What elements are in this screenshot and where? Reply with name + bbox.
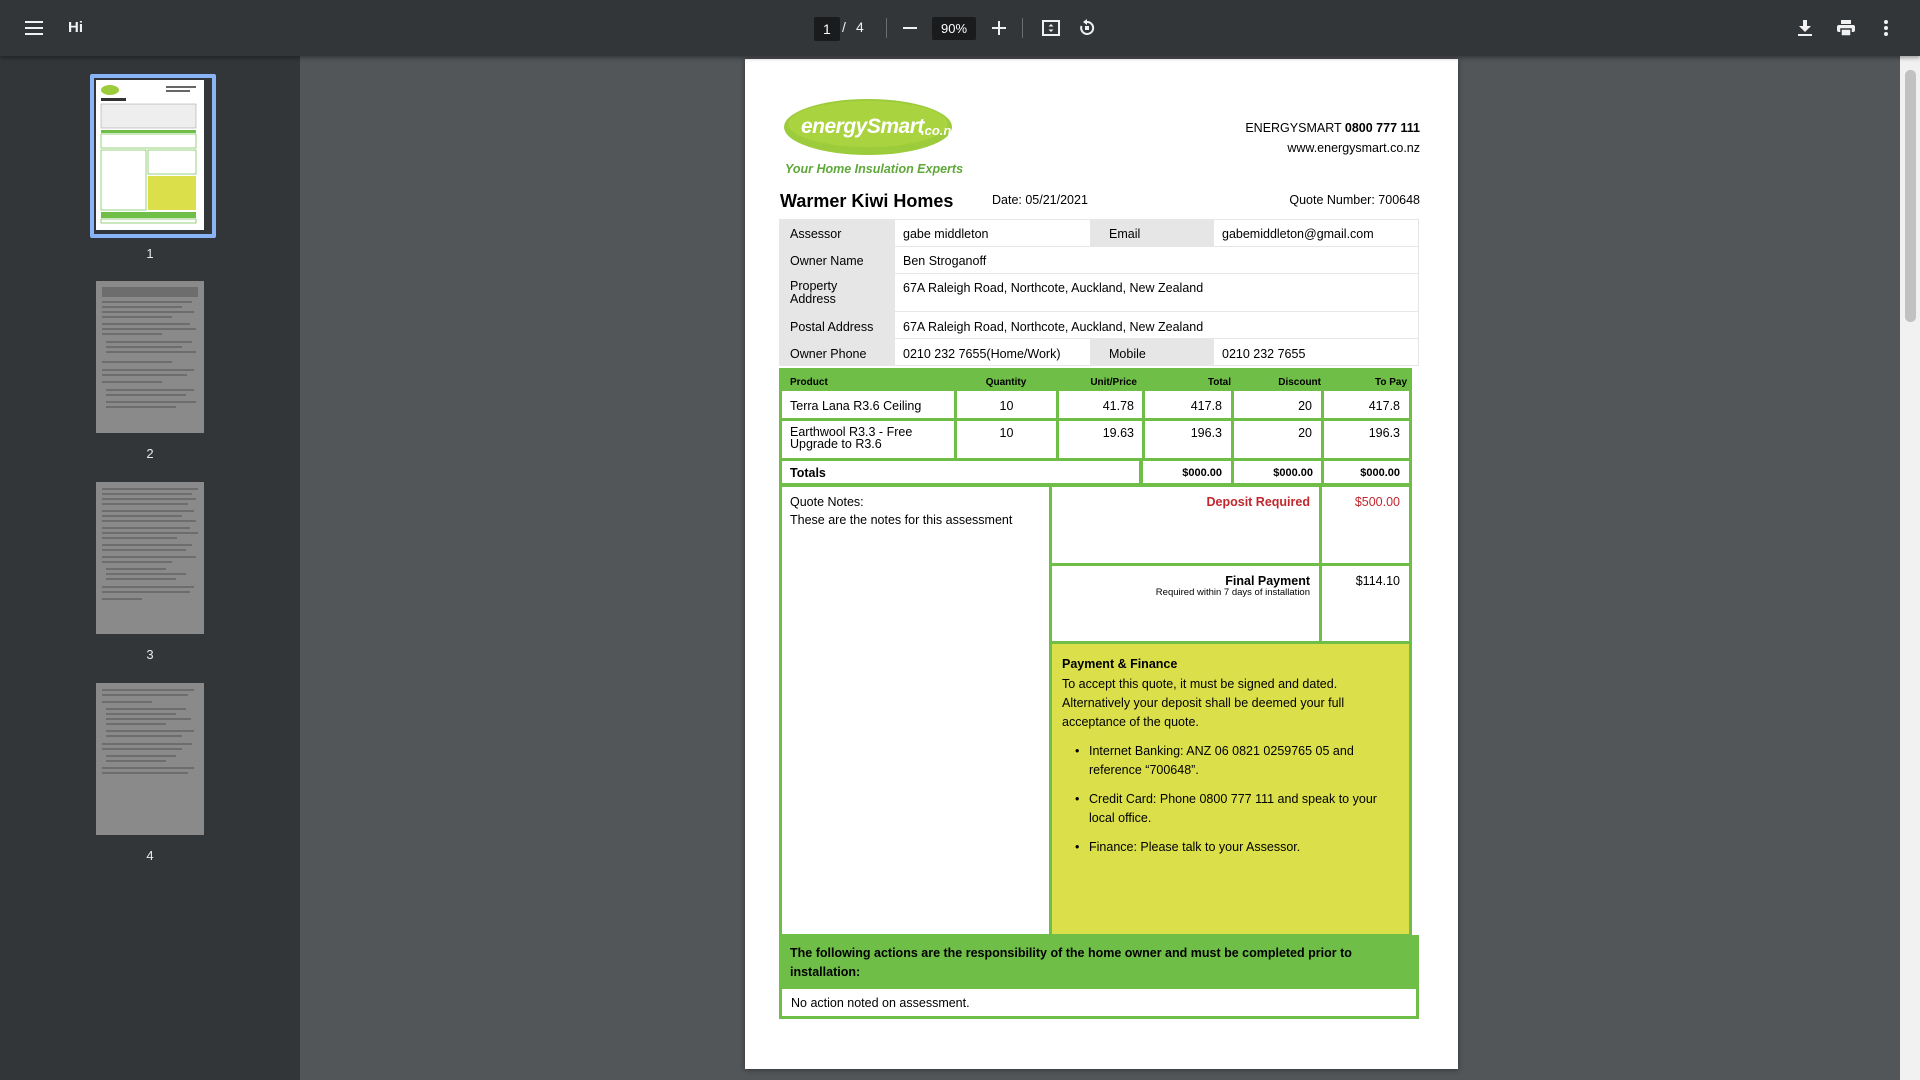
totals-total: $000.00 <box>1182 467 1222 479</box>
thumbnail-label: 1 <box>146 246 154 261</box>
page-separator: / <box>842 19 846 35</box>
owner-name-value: Ben Stroganoff <box>903 254 987 268</box>
thumbnail-label: 4 <box>146 848 154 863</box>
more-vert-icon[interactable] <box>1869 11 1903 45</box>
mobile-value: 0210 232 7655 <box>1222 347 1306 361</box>
thumbnail-page-4[interactable] <box>96 683 204 835</box>
pdf-page-1 <box>745 59 1458 1069</box>
assessor-value: gabe middleton <box>903 227 989 241</box>
col-header-total: Total <box>1207 377 1231 388</box>
company-phone: 0800 777 111 <box>1344 121 1420 135</box>
menu-icon[interactable] <box>17 11 51 45</box>
logo-wordmark: energySmart <box>801 115 924 138</box>
thumbnail-label: 2 <box>146 446 154 461</box>
deposit-value: $500.00 <box>1354 495 1400 509</box>
thumbnail-image <box>96 80 204 230</box>
company-contact <box>1240 121 1420 135</box>
product-to-pay: 196.3 <box>1368 426 1400 440</box>
product-name: Earthwool R3.3 - Free Upgrade to R3.6 <box>790 425 913 451</box>
payment-finance-intro: To accept this quote, it must be signed and dated. Alternatively your deposit shall be deemed your full acceptance of the quote. <box>1062 677 1345 729</box>
assessor-label: Assessor <box>790 227 842 241</box>
logo-suffix: .co.nz <box>921 123 958 138</box>
totals-row <box>782 461 1139 483</box>
zoom-in-icon[interactable] <box>982 11 1016 45</box>
quote-number: Quote Number: 700648 <box>1289 193 1420 207</box>
product-quantity: 10 <box>999 426 1014 440</box>
email-label: Email <box>1109 227 1141 241</box>
col-header-product: Product <box>790 377 828 388</box>
product-total: 417.8 <box>1190 399 1222 413</box>
download-icon[interactable] <box>1788 11 1822 45</box>
bullet-icon: • <box>1075 792 1080 806</box>
owner-phone-label: Owner Phone <box>790 347 867 361</box>
customer-title: Warmer Kiwi Homes <box>780 191 954 211</box>
property-address-value: 67A Raleigh Road, Northcote, Auckland, New Zealand <box>903 281 1204 295</box>
payment-option: Credit Card: Phone 0800 777 111 and speak to your local office. <box>1089 792 1377 825</box>
scrollbar-thumb[interactable] <box>1905 70 1916 322</box>
totals-label: Totals <box>790 466 826 480</box>
product-to-pay: 417.8 <box>1368 399 1400 413</box>
total-pages: 4 <box>856 19 864 35</box>
product-total: 196.3 <box>1190 426 1222 440</box>
actions-text: No action noted on assessment. <box>791 996 970 1010</box>
payment-option: Internet Banking: ANZ 06 0821 0259765 05 and reference “700648”. <box>1089 744 1354 777</box>
logo-tagline: Your Home Insulation Experts <box>785 162 964 176</box>
company-website: www.energysmart.co.nz <box>1287 141 1420 155</box>
zoom-out-icon[interactable] <box>893 11 927 45</box>
mobile-label: Mobile <box>1109 347 1146 361</box>
rotate-icon[interactable] <box>1070 11 1104 45</box>
final-payment-label: Final Payment <box>1225 574 1310 588</box>
bullet-icon: • <box>1075 840 1080 854</box>
thumbnail-label: 3 <box>146 647 154 662</box>
final-payment-value: $114.10 <box>1355 574 1400 588</box>
totals-to-pay: $000.00 <box>1360 467 1400 479</box>
actions-heading: The following actions are the responsibility of the home owner and must be completed prior to installation: <box>790 946 1352 979</box>
thumbnail-page-3[interactable] <box>96 482 204 634</box>
owner-phone-value: 0210 232 7655(Home/Work) <box>903 347 1061 361</box>
product-discount: 20 <box>1298 399 1312 413</box>
owner-name-label: Owner Name <box>790 254 864 268</box>
col-header-unit-price: Unit/Price <box>1090 377 1137 388</box>
pdf-toolbar <box>0 0 1920 56</box>
product-quantity: 10 <box>999 399 1014 413</box>
zoom-level-input[interactable]: 90% <box>932 17 976 40</box>
product-unit-price: 19.63 <box>1102 426 1134 440</box>
email-value: gabemiddleton@gmail.com <box>1222 227 1374 241</box>
bullet-icon: • <box>1075 744 1080 758</box>
product-discount: 20 <box>1298 426 1312 440</box>
totals-discount: $000.00 <box>1273 467 1313 479</box>
col-header-discount: Discount <box>1278 377 1321 388</box>
payment-option: Finance: Please talk to your Assessor. <box>1089 840 1301 854</box>
final-payment-sub: Required within 7 days of installation <box>1155 587 1310 598</box>
toolbar-divider <box>886 18 887 38</box>
payment-finance-heading: Payment & Finance <box>1062 657 1178 671</box>
col-header-quantity: Quantity <box>985 377 1027 388</box>
product-name: Terra Lana R3.6 Ceiling <box>790 399 922 413</box>
page-number-input[interactable]: 1 <box>814 17 840 41</box>
company-name: ENERGYSMART <box>1245 121 1342 135</box>
toolbar-divider <box>1022 18 1023 38</box>
print-icon[interactable] <box>1829 11 1863 45</box>
quote-notes-box <box>782 487 1049 934</box>
product-unit-price: 41.78 <box>1102 399 1134 413</box>
deposit-label: Deposit Required <box>1206 495 1310 509</box>
quote-date: Date: 05/21/2021 <box>992 193 1088 207</box>
quote-notes-text: These are the notes for this assessment <box>790 513 1013 527</box>
thumbnail-page-2[interactable] <box>96 281 204 433</box>
col-header-to-pay: To Pay <box>1374 377 1407 388</box>
property-address-label: Property Address <box>790 279 838 306</box>
postal-address-label: Postal Address <box>790 320 874 334</box>
postal-address-value: 67A Raleigh Road, Northcote, Auckland, New Zealand <box>903 320 1204 334</box>
fit-page-icon[interactable] <box>1034 11 1068 45</box>
quote-notes-label: Quote Notes: <box>790 495 864 509</box>
document-title: Hi <box>68 19 83 36</box>
